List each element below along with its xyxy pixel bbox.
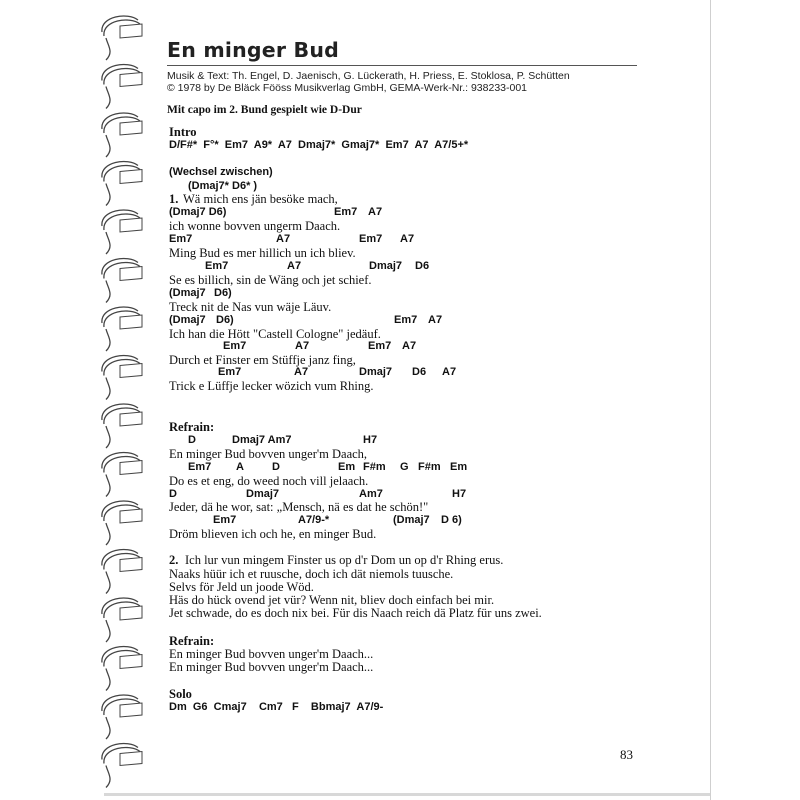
spiral-ring [120,558,142,572]
spiral-ring [120,170,142,184]
chord: (Dmaj7 D6) [169,206,227,218]
lyric-line: Do es et eng, do weed noch vill jelaach. [169,474,369,488]
verse2-number: 2. [169,553,179,567]
page-bottom-edge [104,793,710,796]
chord: Cm7 [258,701,283,713]
lyric-line: Naaks hüür ich et ruusche, doch ich dät niemols tuusche. [169,567,454,581]
spiral-ring [120,655,142,669]
lyric-line: En minger Bud bovven unger'm Daach... [169,660,374,674]
spiral-ring [104,20,140,36]
verse1-note-chords: (Dmaj7* D6* ) [188,180,258,192]
solo-heading: Solo [169,687,192,701]
spiral-ring [106,523,110,545]
spiral-ring [106,281,110,303]
lyric-line: ich wonne bovven ungerm Daach. [169,219,341,233]
chord: Dmaj7 [369,260,403,272]
chord: F#m [363,461,386,473]
chord: D6) [214,287,232,299]
lyric-line: Jet schwade, do es doch nix bei. Für dis Naach reich dä Platz für uns zwei. [169,606,542,620]
spiral-ring [104,117,140,133]
spiral-ring [104,505,140,521]
chord: Em7 [218,366,242,378]
chord: A7 [400,233,415,245]
spiral-ring [104,166,140,182]
song-title: En minger Bud [167,38,340,62]
lyric-line: Treck nit de Nas vun wäje Läuv. [169,300,332,314]
spiral-ring [104,457,140,473]
spiral-ring [106,475,110,497]
spiral-ring [104,602,140,618]
page-number: 83 [620,747,633,762]
lyric-line: Trick e Lüffje lecker wözich vum Rhing. [169,379,374,393]
spiral-ring [106,232,110,254]
spiral-ring [106,572,110,594]
spiral-ring [106,620,110,642]
spiral-ring [106,426,110,448]
chord: Dmaj7 [246,488,280,500]
chord: D [169,488,177,500]
chord: Em7 [205,260,229,272]
chord: D6) [216,314,234,326]
chord: D 6) [441,514,462,526]
chord: Em7 [359,233,383,245]
chord: A7 [277,139,292,151]
chord: A7/9- [356,701,384,713]
lyric-line: Durch et Finster em Stüffje janz fing, [169,353,356,367]
solo-chord-line [169,701,383,713]
page-edge [150,0,711,800]
chord: F [291,701,299,713]
chord: A7 [294,366,309,378]
lyric-line: Jeder, dä he wor, sat: „Mensch, nä es dat he schön!" [169,500,429,514]
chord: A7 [414,139,429,151]
chord: Em7 [188,461,212,473]
chord: Em7 [223,340,247,352]
chord: A7/9-* [298,514,330,526]
spiral-binding [98,0,158,800]
chord: Cmaj7 [213,701,247,713]
chord: Dmaj7 Am7 [232,434,292,446]
spiral-ring [104,651,140,667]
refrain2-heading: Refrain: [169,634,215,648]
chord: D/F#* [169,139,198,151]
chord: A7 [276,233,291,245]
spiral-ring [106,766,110,788]
chord: F#m [418,461,441,473]
lyric-line: Selvs för Jeld un joode Wöd. [169,580,314,594]
chord: A7 [287,260,302,272]
chord: A7 [368,206,383,218]
verse1-note: (Wechsel zwischen) [169,166,273,178]
chord: Em7 [169,233,193,245]
spiral-ring [106,184,110,206]
capo-note: Mit capo im 2. Bund gespielt wie D-Dur [167,104,362,116]
chord: A7 [442,366,457,378]
chord: A7 [428,314,443,326]
chord: Em7 [368,340,392,352]
spiral-ring [106,669,110,691]
chord: Em7 [213,514,237,526]
spiral-ring [104,263,140,279]
spiral-ring [120,73,142,87]
spiral-ring [120,121,142,135]
spiral-ring [104,311,140,327]
lyric-line: Se es billich, sin de Wäng och jet schief. [169,273,372,287]
chord: (Dmaj7 [393,514,430,526]
intro-heading: Intro [169,125,197,139]
spiral-ring [120,509,142,523]
chord: Dm [169,701,187,713]
spiral-ring [104,408,140,424]
chord: G [400,461,409,473]
lyric-line: Dröm blieven ich och he, en minger Bud. [169,527,377,541]
chord: Em7 [224,139,249,151]
spiral-ring [120,24,142,38]
chord: A9* [253,139,273,151]
spiral-ring [106,87,110,109]
spiral-ring [104,69,140,85]
chord: A7 [402,340,417,352]
chord: (Dmaj7 [169,314,206,326]
spiral-ring [106,38,110,60]
spiral-ring [120,267,142,281]
chord: D6 [412,366,427,378]
spiral-ring [120,412,142,426]
chord: Em7 [385,139,409,151]
title-rule [167,65,637,66]
lyric-line: Ming Bud es mer hillich un ich bliev. [169,246,356,260]
lyric-line: Wä mich ens jän besöke mach, [183,192,338,206]
spiral-ring [104,360,140,376]
spiral-ring [106,329,110,351]
chord: Em7 [334,206,358,218]
chord: D [188,434,196,446]
chord: Am7 [359,488,383,500]
lyric-line: Häs do hück ovend jet vür? Wenn nit, bliev doch einfach bei mir. [169,593,495,607]
spiral-ring [120,364,142,378]
copyright-line: © 1978 by De Bläck Fööss Musikverlag GmbH, GEMA-Werk-Nr.: 938233-001 [167,82,528,94]
lyric-line: En minger Bud bovven unger'm Daach... [169,647,374,661]
spiral-ring [104,554,140,570]
chord: Em7 [394,314,418,326]
chord: Dmaj7* [298,139,336,151]
chord: D [272,461,280,473]
intro-chord-line [169,139,468,151]
chord: Dmaj7 [359,366,393,378]
chord: A7 [295,340,310,352]
chord: G6 [192,701,208,713]
chord: Bbmaj7 [310,701,351,713]
spiral-ring [106,135,110,157]
chord: Em [338,461,356,473]
spiral-ring [106,717,110,739]
spiral-ring [120,315,142,329]
spiral-ring [120,752,142,766]
verse1-number: 1. [169,192,179,206]
spiral-ring [120,606,142,620]
spiral-ring [120,218,142,232]
spiral-ring [104,214,140,230]
chord: H7 [452,488,467,500]
lyric-line: En minger Bud bovven unger'm Daach, [169,447,368,461]
spiral-ring [106,378,110,400]
chord: H7 [363,434,378,446]
chord: Em [450,461,468,473]
chord: A7/5+* [434,139,469,151]
refrain-heading: Refrain: [169,420,215,434]
chord: Gmaj7* [341,139,380,151]
chord: (Dmaj7 [169,287,206,299]
song-credits: Musik & Text: Th. Engel, D. Jaenisch, G. Lückerath, H. Priess, E. Stoklosa, P. Schütten [167,70,570,82]
lyric-line: Ich han die Hött "Castell Cologne" jedäuf. [169,327,381,341]
spiral-ring [120,461,142,475]
chord: F°* [203,139,219,151]
chord: D6 [415,260,430,272]
spiral-ring [104,748,140,764]
spiral-ring [104,699,140,715]
lyric-line: Ich lur vun mingem Finster us op d'r Dom un op d'r Rhing erus. [185,553,504,567]
chord: A [236,461,244,473]
spiral-ring [120,703,142,717]
